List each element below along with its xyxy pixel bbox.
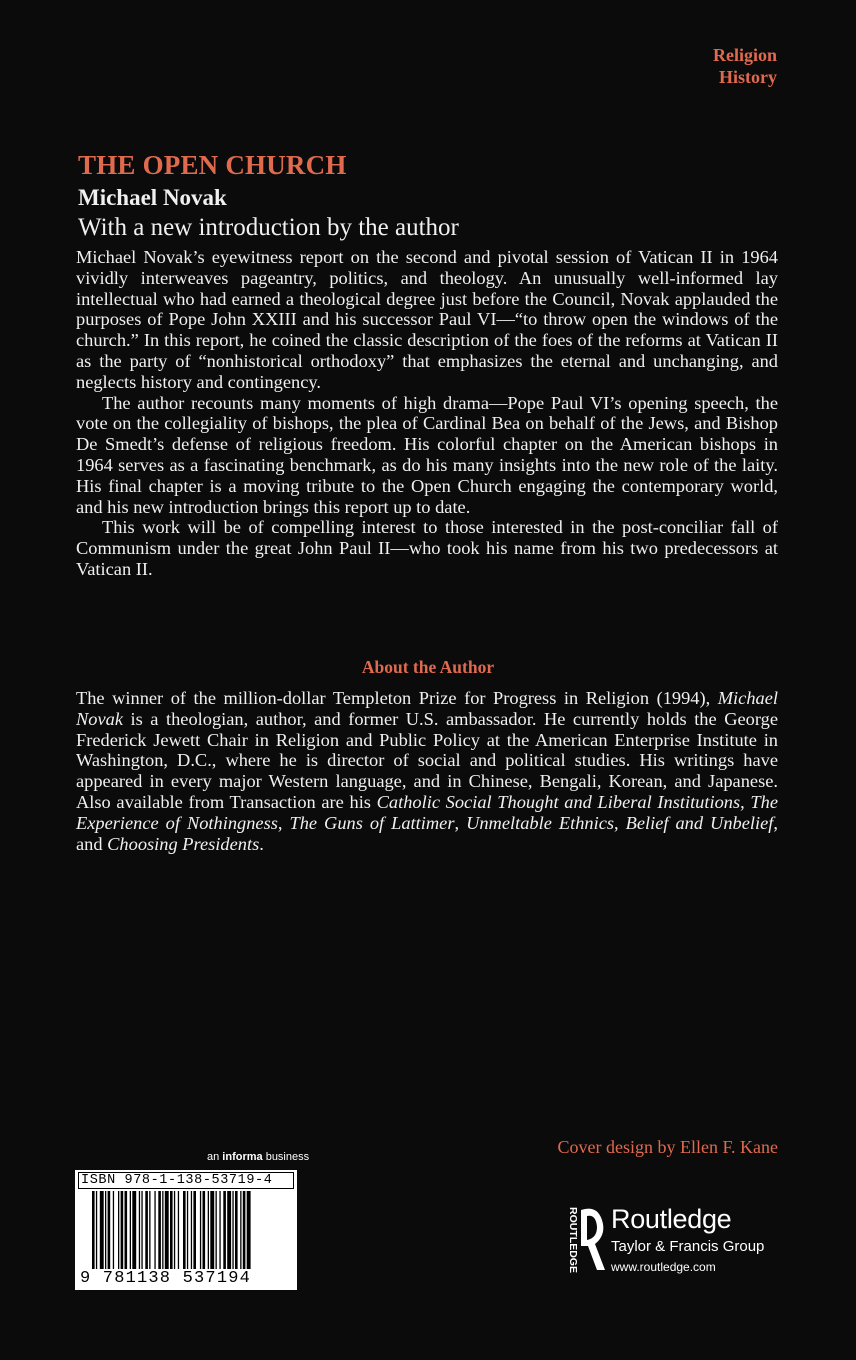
book-title: THE OPEN CHURCH <box>78 150 347 180</box>
about-author-heading: About the Author <box>361 657 495 677</box>
blurb-paragraph: Michael Novak’s eyewitness report on the second and pivotal session of Vatican II in 1964 vividly interweaves pageantry, politics, and theology. An unusually well-informed lay intellectual who had earned a theological degree just before the Council, Novak applauded the purposes of Pope John XXIII and his successor Paul VI—“to throw open the windows of the church.” In this report, he coined the classic description of the foes of the reforms at Vatican II as the party of “nonhistorical orthodoxy” that emphasizes the eternal and unchanging, and neglects history and contingency. <box>76 247 778 392</box>
book-subtitle: With a new introduction by the author <box>78 214 459 241</box>
publisher-url[interactable]: www.routledge.com <box>611 1260 716 1274</box>
informa-brand: informa <box>222 1151 263 1163</box>
barcode-number: 9 781138 537194 <box>80 1269 252 1288</box>
bio-separator: . <box>259 833 264 854</box>
bio-author-name: Michael Novak <box>76 688 778 729</box>
bio-book-title: Belief and Unbelief <box>625 812 774 833</box>
bio-text: The winner of the million-dollar Templeton Prize for Progress in Religion (1994), <box>76 688 718 708</box>
bio-book-title: Unmeltable Ethnics <box>466 812 615 833</box>
category-history: History <box>719 67 777 87</box>
publisher-name: Routledge <box>611 1204 732 1234</box>
publisher-group: Taylor & Francis Group <box>611 1238 765 1255</box>
informa-suffix: business <box>262 1151 310 1163</box>
author-bio <box>76 688 778 854</box>
bio-text: is a theologian, author, and former U.S. ambassador. He currently holds the George Frederick Jewett Chair in Religion and Public Policy at the American Enterprise Institute in Washington, D.C., where he is director of social and political studies. His writings have appeared in every major Western language, and in Chinese, Bengali, Korean, and Japanese. Also available from Transaction are his <box>76 708 778 812</box>
bio-separator: , <box>277 812 290 833</box>
isbn-label: ISBN 978-1-138-53719-4 <box>78 1172 294 1189</box>
bio-separator: , and <box>76 812 778 854</box>
cover-design-credit: Cover design by Ellen F. Kane <box>557 1137 778 1157</box>
routledge-logo-icon <box>553 1200 615 1280</box>
publisher-block <box>553 1200 783 1290</box>
bio-book-title: The Guns of Lattimer <box>289 812 455 833</box>
barcode-panel <box>75 1170 297 1290</box>
bio-book-title: Choosing Presidents <box>107 833 260 854</box>
blurb <box>76 247 778 580</box>
bio-separator: , <box>614 812 626 833</box>
bio-separator: , <box>454 812 467 833</box>
bio-book-title: The Experience of Nothingness <box>76 791 779 833</box>
blurb-paragraph: The author recounts many moments of high drama—Pope Paul VI’s opening speech, the vote on the collegiality of bishops, the plea of Cardinal Bea on behalf of the Jews, and Bishop De Smedt’s defense of religious freedom. His colorful chapter on the American bishops in 1964 serves as a fascinating benchmark, as do his many insights into the new role of the laity. His final chapter is a moving tribute to the Open Church engaging the contemporary world, and his new introduction brings this report up to date. <box>76 392 778 517</box>
book-author: Michael Novak <box>78 185 227 210</box>
blurb-paragraph: This work will be of compelling interest to those interested in the post-conciliar fall of Communism under the great John Paul II—who took his name from his two predecessors at Vatican II. <box>76 517 778 579</box>
informa-business-label <box>207 1151 309 1163</box>
routledge-logo-text: ROUTLEDGE <box>567 1207 579 1273</box>
bio-book-title: Catholic Social Thought and Liberal Institutions <box>376 791 741 812</box>
informa-prefix: an <box>207 1151 223 1163</box>
bio-separator: , <box>740 791 751 812</box>
category-religion: Religion <box>712 45 777 65</box>
category-labels <box>713 44 777 88</box>
barcode-icon <box>92 1191 292 1269</box>
